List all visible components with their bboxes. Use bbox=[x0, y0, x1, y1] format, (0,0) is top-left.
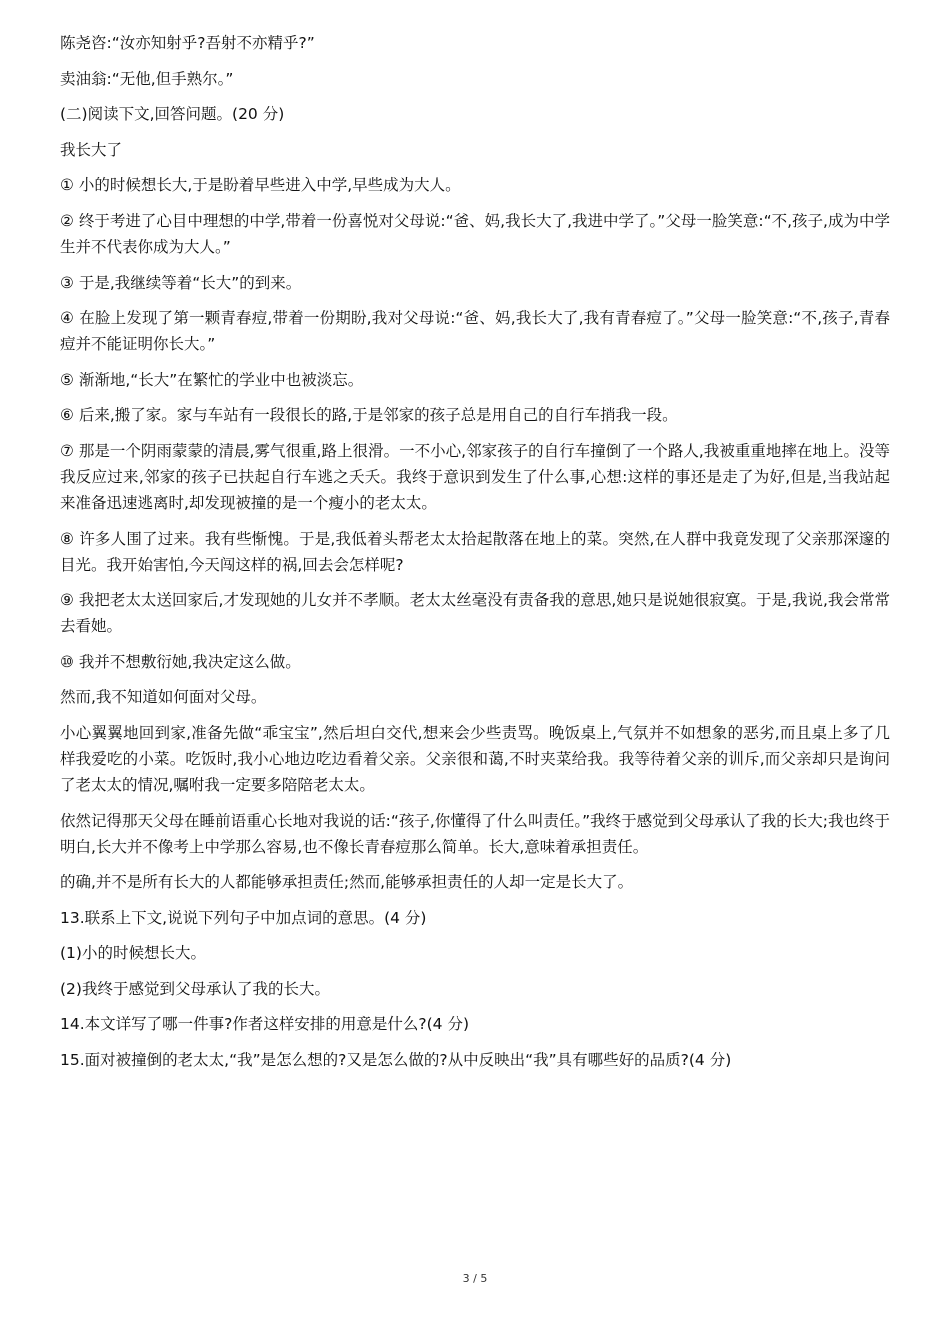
document-body bbox=[60, 30, 890, 1083]
paragraph: ⑥ 后来,搬了家。家与车站有一段很长的路,于是邻家的孩子总是用自己的自行车捎我一段。 bbox=[60, 406, 678, 425]
paragraph: ① 小的时候想长大,于是盼着早些进入中学,早些成为大人。 bbox=[60, 176, 461, 195]
paragraph: 然而,我不知道如何面对父母。 bbox=[60, 688, 267, 707]
paragraph: ⑩ 我并不想敷衍她,我决定这么做。 bbox=[60, 652, 301, 671]
section-heading: (二)阅读下文,回答问题。(20 分) bbox=[60, 105, 285, 124]
paragraph: 依然记得那天父母在睡前语重心长地对我说的话:“孩子,你懂得了什么叫责任。”我终于感觉到父母承认了我的长大;我也终于明白,长大并不像考上中学那么容易,也不像长青春痘那么简单。长大,意味着承担责任。 bbox=[60, 811, 890, 856]
question-item: (2)我终于感觉到父母承认了我的长大。 bbox=[60, 979, 330, 998]
article-title: 我长大了 bbox=[60, 140, 123, 159]
paragraph: ⑦ 那是一个阴雨蒙蒙的清晨,雾气很重,路上很滑。一不小心,邻家孩子的自行车撞倒了一个路人,我被重重地摔在地上。没等我反应过来,邻家的孩子已扶起自行车逃之夭夭。我终于意识到发生了什么事,心想:这样的事还是走了为好,但是,当我站起来准备迅速逃离时,却发现被撞的是一个瘦小的老太太。 bbox=[60, 441, 890, 512]
question: 13.联系上下文,说说下列句子中加点词的意思。(4 分) bbox=[60, 908, 427, 927]
question: 15.面对被撞倒的老太太,“我”是怎么想的?又是怎么做的?从中反映出“我”具有哪些好的品质?(4 分) bbox=[60, 1051, 732, 1070]
question: 14.本文详写了哪一件事?作者这样安排的用意是什么?(4 分) bbox=[60, 1015, 469, 1034]
paragraph: ③ 于是,我继续等着“长大”的到来。 bbox=[60, 273, 302, 292]
paragraph: ⑧ 许多人围了过来。我有些惭愧。于是,我低着头帮老太太拾起散落在地上的菜。突然,在人群中我竟发现了父亲那深邃的目光。我开始害怕,今天闯这样的祸,回去会怎样呢? bbox=[60, 529, 890, 574]
paragraph: ⑤ 渐渐地,“长大”在繁忙的学业中也被淡忘。 bbox=[60, 370, 364, 389]
paragraph: ⑨ 我把老太太送回家后,才发现她的儿女并不孝顺。老太太丝毫没有责备我的意思,她只是说她很寂寞。于是,我说,我会常常去看她。 bbox=[60, 591, 890, 636]
page-number: 3 / 5 bbox=[462, 1272, 488, 1285]
paragraph: 的确,并不是所有长大的人都能够承担责任;然而,能够承担责任的人却一定是长大了。 bbox=[60, 873, 634, 892]
question-item: (1)小的时候想长大。 bbox=[60, 944, 206, 963]
paragraph: ④ 在脸上发现了第一颗青春痘,带着一份期盼,我对父母说:“爸、妈,我长大了,我有青春痘了。”父母一脸笑意:“不,孩子,青春痘并不能证明你长大。” bbox=[60, 309, 890, 354]
dialogue-line: 陈尧咨:“汝亦知射乎?吾射不亦精乎?” bbox=[60, 34, 315, 52]
dialogue-line: 卖油翁:“无他,但手熟尔。” bbox=[60, 69, 234, 88]
paragraph: 小心翼翼地回到家,准备先做“乖宝宝”,然后坦白交代,想来会少些责骂。晚饭桌上,气氛并不如想象的恶劣,而且桌上多了几样我爱吃的小菜。吃饭时,我小心地边吃边看着父亲。父亲很和蔼,不时夹菜给我。我等待着父亲的训斥,而父亲却只是询问了老太太的情况,嘱咐我一定要多陪陪老太太。 bbox=[60, 723, 890, 794]
paragraph: ② 终于考进了心目中理想的中学,带着一份喜悦对父母说:“爸、妈,我长大了,我进中学了。”父母一脸笑意:“不,孩子,成为中学生并不代表你成为大人。” bbox=[60, 211, 890, 256]
